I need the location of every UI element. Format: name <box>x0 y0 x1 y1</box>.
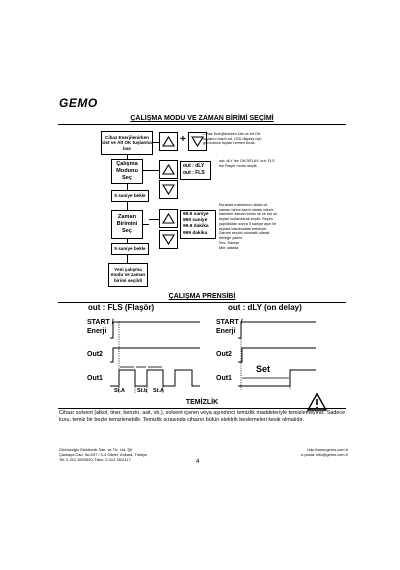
up-key-button <box>159 132 178 151</box>
footer-address: Çankaya Cad. No:297 / 3-4 Siteler, Ankara, Türkiye <box>59 452 148 457</box>
section-title-principle: ÇALIŞMA PRENSİBİ <box>168 293 236 300</box>
out2-label: Out2 <box>87 351 103 358</box>
enerji-label: Enerji <box>216 328 236 335</box>
unit-option: 99.9 dakika <box>183 224 209 230</box>
note-unit-legend: Sec: Saniye Min: dakika <box>219 241 240 250</box>
st-b-label: St.b <box>137 388 148 394</box>
set-label: Set <box>256 364 271 374</box>
footer-web: http://www.gemo.com.tr <box>307 447 348 452</box>
section-divider <box>58 124 346 125</box>
page-number: 4 <box>196 459 200 465</box>
flow-step-select-mode: Çalışma Modunu Seç <box>111 159 143 184</box>
unit-option: 999 saniye <box>183 218 208 224</box>
triangle-down-icon <box>162 184 175 195</box>
down-key-button <box>159 230 178 249</box>
note-unit: Ekranda maksimum skala ve zaman birimi basılı olarak izlenir. İstenilen zaman birimi ok ve üst ok tuşları kullanılarak seçilir. Seçim yapıldıktan sonra 5 saniye aynı ile tuşlara basılmadan bekleyin. Zaman seçimi otomatik olarak belleğe yazılır. <box>219 203 278 241</box>
mode-option: out : FLS <box>183 169 205 176</box>
triangle-down-icon <box>162 234 175 245</box>
st-a-label: St.A <box>114 388 125 394</box>
gemo-logo: GEMO <box>59 96 98 110</box>
flow-connector <box>149 219 159 220</box>
footer-company: Gürbüzoğlu Elektronik San. ve Tic. Ltd. Şti. <box>59 447 133 452</box>
enerji-label: Enerji <box>87 328 107 335</box>
flow-connector <box>127 255 128 263</box>
flow-connector <box>143 224 149 225</box>
footer-email: e-posta: info@gemo.com.tr <box>301 452 348 457</box>
fls-title: out : FLS (Flaşör) <box>88 303 155 312</box>
dly-title: out : dLY (on delay) <box>228 303 302 312</box>
start-label: START / <box>87 319 114 326</box>
warning-icon <box>307 393 327 411</box>
unit-option: 999 dakika <box>183 230 208 236</box>
note-power-on: Cihaz Enerjilenirken Üst ve Alt OK tuşlarını basılı tut, LED display üçü görününce tuşları hemen bırak. <box>203 132 262 146</box>
mode-option: out : dLY <box>183 163 205 169</box>
flow-connector <box>127 202 128 210</box>
unit-option: 99.9 saniye <box>183 212 209 217</box>
down-key-button <box>159 180 178 199</box>
out1-label: Out1 <box>216 375 232 382</box>
out1-label: Out1 <box>87 375 103 382</box>
flow-step-wait-5s: 5 saniye bekle <box>111 190 149 202</box>
st-a-label: St.A <box>153 388 164 394</box>
flow-step-wait-5s-2: 5 saniye bekle <box>111 243 149 255</box>
section-title-cleaning: TEMİZLİK <box>185 399 219 406</box>
footer-phone: Tel: 0-312-3503000, Faks: 0-312-3511117 <box>59 457 131 462</box>
unit-display <box>180 210 216 239</box>
plus-sign: + <box>180 134 186 145</box>
flow-step-done: Yeni çalışma modu ve zaman birimi seçildi <box>108 263 148 287</box>
triangle-up-icon <box>162 164 175 175</box>
section-divider <box>58 408 346 409</box>
cleaning-paragraph: Cihazı solvent (alkol, tiner, benzin, asit, vb.), solvent içeren veya aşındırıcı temizlik maddeleriyle temizlemeyiniz. Sadece kuru, temiz bir bezle temizlenebilir. Temizlik sırasında cihazın bütün elektrik beslemeleri kesik olmalıdır. <box>59 410 346 424</box>
flow-step-power-on: Cihaz Enerjilenirken Üst ve Alt OK tuşlarına bas <box>101 131 153 155</box>
dly-timing-diagram <box>238 312 316 392</box>
triangle-up-icon <box>162 136 175 147</box>
section-title-mode: ÇALIŞMA MODU VE ZAMAN BİRİMİ SEÇİMİ <box>130 115 274 122</box>
note-mode: out: dLY ise ON DELAY, out: FLS ise Flaşör modu seçilir. <box>219 159 275 168</box>
start-label: START / <box>216 319 243 326</box>
flow-connector <box>143 170 159 171</box>
flow-step-select-unit: Zaman Birimini Seç <box>111 210 143 239</box>
triangle-up-icon <box>162 213 175 224</box>
out2-label: Out2 <box>216 351 232 358</box>
up-key-button <box>159 209 178 228</box>
mode-display <box>180 161 211 180</box>
up-key-button <box>159 160 178 179</box>
